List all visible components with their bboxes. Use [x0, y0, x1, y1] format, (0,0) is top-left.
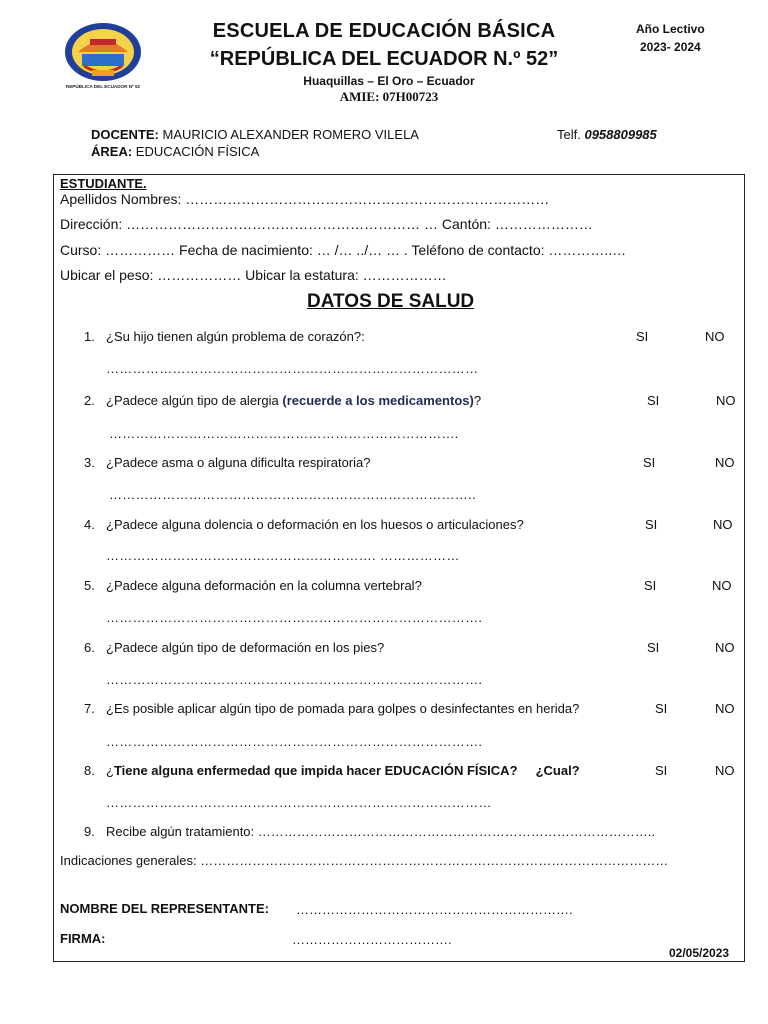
question-2-no[interactable]: NO [716, 393, 736, 408]
question-3-number: 3. [84, 455, 95, 470]
school-name: ESCUELA DE EDUCACIÓN BÁSICA [212, 20, 556, 42]
question-8-text: ¿Tiene alguna enfermedad que impida hacer EDUCACIÓN FÍSICA? ¿Cual? [106, 763, 580, 778]
location: Huaquillas – El Oro – Ecuador [303, 74, 475, 88]
question-4-yes[interactable]: SI [645, 517, 658, 532]
question-6-no[interactable]: NO [715, 640, 735, 655]
question-8-number: 8. [84, 763, 95, 778]
question-1-number: 1. [84, 329, 95, 344]
question-5-yes[interactable]: SI [644, 578, 657, 593]
question-3-no[interactable]: NO [715, 455, 735, 470]
signature-label: FIRMA: [60, 931, 106, 946]
question-1-yes[interactable]: SI [636, 329, 649, 344]
question-7-no[interactable]: NO [715, 701, 735, 716]
teacher-phone: Telf. 0958809985 [557, 127, 657, 142]
school-year-label: Año Lectivo [636, 22, 705, 36]
question-2-text: ¿Padece algún tipo de alergia (recuerde a los medicamentos)? [106, 393, 482, 408]
question-2-answer-line[interactable]: ……………………………………………………………………. [109, 426, 459, 441]
question-6-text: ¿Padece algún tipo de deformación en los pies? [106, 640, 385, 655]
question-7-text: ¿Es posible aplicar algún tipo de pomada para golpes o desinfectantes en herida? [106, 701, 580, 716]
question-5-number: 5. [84, 578, 95, 593]
question-9-number: 9. [84, 824, 95, 839]
question-7-answer-line[interactable]: …………………………………………………………………………. [106, 734, 483, 749]
question-9-text[interactable]: Recibe algún tratamiento: ……………………………………………………………………………….. [106, 824, 655, 839]
section-title: DATOS DE SALUD [307, 291, 475, 312]
school-number: “REPÚBLICA DEL ECUADOR N.º 52” [209, 48, 559, 70]
form-date: 02/05/2023 [669, 946, 730, 960]
question-3-yes[interactable]: SI [643, 455, 656, 470]
question-8-yes[interactable]: SI [655, 763, 668, 778]
question-1-text: ¿Su hijo tienen algún problema de corazón?: [106, 329, 365, 344]
student-heading: ESTUDIANTE. [60, 176, 147, 191]
question-5-text: ¿Padece alguna deformación en la columna vertebral? [106, 578, 422, 593]
question-1-answer-line[interactable]: ………………………………………………………………………… [106, 361, 479, 376]
question-2-yes[interactable]: SI [647, 393, 660, 408]
question-3-text: ¿Padece asma o alguna dificulta respiratoria? [106, 455, 371, 470]
school-year-value: 2023- 2024 [640, 40, 701, 54]
signature-field[interactable]: ………………………………. [292, 932, 452, 947]
question-8-answer-line[interactable]: …………………………………………………………………………… [106, 795, 492, 810]
question-6-answer-line[interactable]: …………………………………………………………………………. [106, 672, 483, 687]
question-3-answer-line[interactable]: ……………………………………………………………………….. [109, 487, 476, 502]
question-4-text: ¿Padece alguna dolencia o deformación en los huesos o articulaciones? [106, 517, 524, 532]
question-5-answer-line[interactable]: …………………………………………………………………………. [106, 610, 483, 625]
question-6-number: 6. [84, 640, 95, 655]
student-weight-field[interactable]: Ubicar el peso: ……………… Ubicar la estatura: ……………… [60, 267, 447, 283]
student-course-field[interactable]: Curso: …………… Fecha de nacimiento: … /… ../… … . Teléfono de contacto: …………..… [60, 242, 627, 258]
representative-label: NOMBRE DEL REPRESENTANTE: [60, 901, 269, 916]
svg-text:REPÚBLICA DEL ECUADOR Nº 52: REPÚBLICA DEL ECUADOR Nº 52 [65, 84, 141, 89]
student-address-field[interactable]: Dirección: ……………………………………………………… … Cantón: ………………… [60, 216, 593, 232]
general-indications-field[interactable]: Indicaciones generales: ……………………………………………………………………………………………… [60, 853, 669, 868]
question-6-yes[interactable]: SI [647, 640, 660, 655]
question-4-number: 4. [84, 517, 95, 532]
teacher-line: DOCENTE: MAURICIO ALEXANDER ROMERO VILELA [91, 127, 419, 142]
area-line: ÁREA: EDUCACIÓN FÍSICA [91, 144, 260, 159]
student-names-field[interactable]: Apellidos Nombres: …………………………………………………………………… [60, 191, 550, 207]
question-7-number: 7. [84, 701, 95, 716]
representative-field[interactable]: ………………………………………………………. [296, 902, 573, 917]
question-1-no[interactable]: NO [705, 329, 725, 344]
question-4-no[interactable]: NO [713, 517, 733, 532]
question-2-number: 2. [84, 393, 95, 408]
question-5-no[interactable]: NO [712, 578, 732, 593]
question-8-no[interactable]: NO [715, 763, 735, 778]
question-7-yes[interactable]: SI [655, 701, 668, 716]
amie-code: AMIE: 07H00723 [339, 89, 439, 104]
question-4-answer-line[interactable]: ……………………………………………………. ……………… [106, 548, 460, 563]
